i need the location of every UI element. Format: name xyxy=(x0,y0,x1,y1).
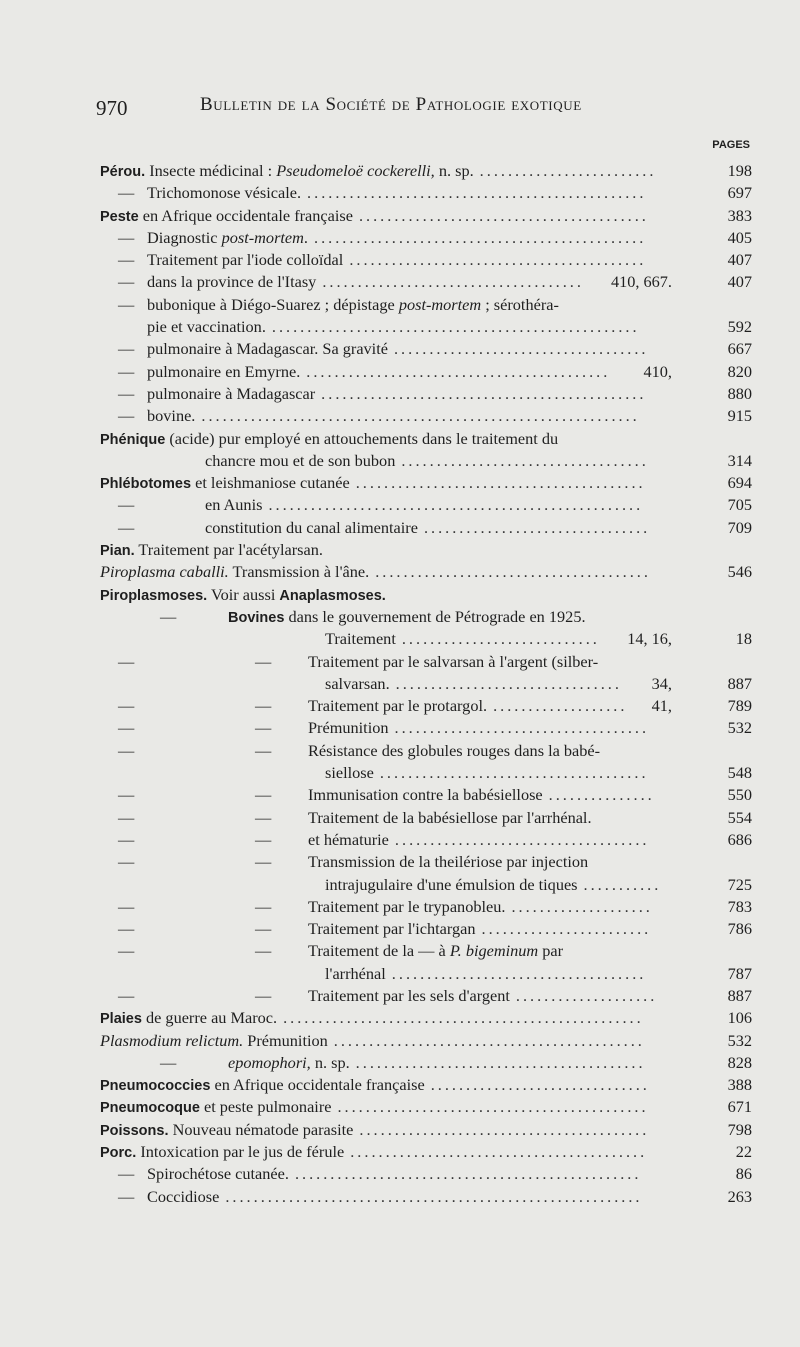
page-reference: 532 xyxy=(727,1030,752,1050)
index-entry xyxy=(0,1141,800,1163)
ditto-dash: — xyxy=(255,896,272,916)
entry-text xyxy=(325,673,390,695)
entry-text-part: Pseudomeloë cockerelli, xyxy=(276,161,435,180)
ditto-dash: — xyxy=(118,919,135,939)
entry-text-part: epomophori, xyxy=(228,1052,311,1072)
ditto-dash: — xyxy=(118,985,135,1005)
dot-leader: ............... xyxy=(548,785,655,805)
page-reference: 314 xyxy=(727,450,752,470)
additional-pages: 41, xyxy=(651,696,672,716)
entry-text xyxy=(205,517,418,539)
ditto-dash: — xyxy=(118,807,135,827)
entry-keyword: Anaplasmoses. xyxy=(279,587,386,604)
page-reference: 106 xyxy=(727,1008,752,1028)
index-entry xyxy=(0,294,800,316)
entry-text-part: post-mortem xyxy=(221,227,304,247)
dot-leader: .............................................................. xyxy=(201,406,640,426)
dot-leader: .................................... xyxy=(391,963,647,983)
entry-text xyxy=(100,1119,353,1142)
index-entry xyxy=(0,205,800,227)
entry-text-part: n. sp. xyxy=(434,161,474,180)
entry-keyword: Bovines xyxy=(228,609,285,626)
dot-leader: ................................ xyxy=(423,517,651,537)
index-entry xyxy=(0,807,800,829)
index-entries xyxy=(0,160,800,1208)
entry-text xyxy=(100,1096,331,1119)
index-entry xyxy=(0,383,800,405)
ditto-dash: — xyxy=(118,294,135,314)
entry-text-part: Voir aussi xyxy=(207,584,280,604)
ditto-dash: — xyxy=(255,985,272,1005)
dot-leader: .......................................... xyxy=(350,1142,648,1162)
dot-leader: .......................................... xyxy=(349,250,647,270)
index-entry xyxy=(0,271,800,293)
dot-leader: ................... xyxy=(493,696,628,716)
entry-text xyxy=(308,851,588,873)
dot-leader: .................... xyxy=(511,896,653,916)
entry-keyword: Poissons. xyxy=(100,1122,169,1139)
entry-text-part: Spirochétose cutanée. xyxy=(147,1164,289,1184)
entry-text-part: pulmonaire à Madagascar xyxy=(147,383,316,403)
ditto-dash: — xyxy=(255,829,272,849)
entry-text-part: Immunisation contre la babésiellose xyxy=(308,785,543,805)
dot-leader: ................................ xyxy=(395,673,622,693)
entry-text-part: intrajugulaire d'une émulsion de tiques xyxy=(325,874,578,894)
ditto-dash: — xyxy=(118,339,135,359)
index-entry xyxy=(0,539,800,561)
entry-text-part: par xyxy=(538,941,564,961)
ditto-dash: — xyxy=(118,740,135,760)
entry-text-part: Traitement par l'acétylarsan. xyxy=(134,540,323,560)
entry-text xyxy=(100,1141,344,1164)
entry-text-part: Diagnostic xyxy=(147,227,222,247)
entry-text xyxy=(325,874,578,896)
entry-text-part: salvarsan. xyxy=(325,673,390,693)
entry-text xyxy=(308,940,563,962)
entry-text xyxy=(100,160,474,183)
dot-leader: .................................................... xyxy=(271,317,640,337)
entry-text xyxy=(100,584,386,607)
entry-text xyxy=(147,271,316,293)
index-entry xyxy=(0,428,800,450)
dot-leader: ............................... xyxy=(430,1075,650,1095)
entry-text-part: post-mortem xyxy=(398,294,482,314)
entry-text-part: Traitement par l'iode colloïdal xyxy=(147,250,344,270)
ditto-dash: — xyxy=(118,517,135,537)
entry-text-part: Plasmodium relictum. xyxy=(100,1030,244,1050)
page-reference: 550 xyxy=(727,785,752,805)
entry-text xyxy=(147,294,559,316)
entry-text xyxy=(147,361,300,383)
dot-leader: .............................................. xyxy=(321,383,647,403)
ditto-dash: — xyxy=(255,696,272,716)
index-entry xyxy=(0,1007,800,1029)
ditto-dash: — xyxy=(118,1186,135,1206)
index-entry xyxy=(0,940,800,962)
index-entry xyxy=(0,628,800,650)
entry-text xyxy=(100,561,369,583)
entry-text-part: Nouveau nématode parasite xyxy=(168,1119,354,1139)
page-reference: 725 xyxy=(727,874,752,894)
entry-text-part: constitution du canal alimentaire xyxy=(205,517,418,537)
entry-text-part: en Afrique occidentale française xyxy=(210,1075,425,1095)
pages-column-label: PAGES xyxy=(712,139,750,151)
entry-text xyxy=(100,539,323,562)
dot-leader: .................................... xyxy=(393,339,649,359)
entry-text-part: P. bigeminum xyxy=(449,941,539,961)
entry-text xyxy=(100,1074,425,1097)
ditto-dash: — xyxy=(255,807,272,827)
page-reference: 686 xyxy=(727,829,752,849)
dot-leader: .................................... xyxy=(394,718,650,738)
ditto-dash: — xyxy=(118,227,135,247)
page-reference: 667 xyxy=(727,339,752,359)
index-entry xyxy=(0,517,800,539)
page-reference: 554 xyxy=(727,807,752,827)
dot-leader: ......................................... xyxy=(355,1052,646,1072)
entry-text xyxy=(147,227,308,249)
entry-keyword: Phlébotomes xyxy=(100,476,192,493)
index-entry xyxy=(0,316,800,338)
entry-text-part: siellose xyxy=(325,763,374,783)
ditto-dash: — xyxy=(160,606,177,626)
entry-text-part: en Aunis xyxy=(205,495,263,515)
index-entry xyxy=(0,494,800,516)
page-reference: 18 xyxy=(735,629,752,649)
entry-text-part: Traitement de la babésiellose par l'arrhénal. xyxy=(308,807,592,827)
page-reference: 694 xyxy=(727,473,752,493)
index-entry xyxy=(0,472,800,494)
ditto-dash: — xyxy=(160,1052,177,1072)
index-entry xyxy=(0,606,800,628)
entry-text-part: Traitement de la — à xyxy=(308,941,450,961)
entry-text xyxy=(308,918,476,940)
dot-leader: ................................................ xyxy=(307,183,647,203)
page-reference: 383 xyxy=(727,205,752,225)
ditto-dash: — xyxy=(118,829,135,849)
index-entry xyxy=(0,896,800,918)
entry-keyword: Pérou. xyxy=(100,164,146,180)
dot-leader: ........................ xyxy=(481,919,652,939)
index-entry xyxy=(0,405,800,427)
index-entry xyxy=(0,851,800,873)
page-reference: 548 xyxy=(727,763,752,783)
ditto-dash: — xyxy=(118,941,135,961)
index-entry xyxy=(0,1119,800,1141)
additional-pages: 410, 667. xyxy=(610,272,672,292)
page-reference: 86 xyxy=(735,1164,752,1184)
ditto-dash: — xyxy=(118,718,135,738)
page-reference: 887 xyxy=(727,985,752,1005)
entry-text-part: et leishmaniose cutanée xyxy=(191,473,350,493)
ditto-dash: — xyxy=(118,406,135,426)
index-entry xyxy=(0,584,800,606)
entry-text-part: Piroplasma caballi. xyxy=(100,562,229,582)
entry-text xyxy=(308,784,543,806)
index-entry xyxy=(0,784,800,806)
index-entry xyxy=(0,673,800,695)
entry-text-part: et peste pulmonaire xyxy=(199,1097,332,1117)
entry-text xyxy=(308,651,598,673)
entry-text-part: Transmission à l'âne. xyxy=(228,562,370,582)
ditto-dash: — xyxy=(118,696,135,716)
index-entry xyxy=(0,361,800,383)
ditto-dash: — xyxy=(255,941,272,961)
entry-text-part: bubonique à Diégo-Suarez ; dépistage xyxy=(147,294,399,314)
entry-text-part: Traitement par le trypanobleu. xyxy=(308,896,506,916)
dot-leader: ..................................................... xyxy=(268,495,644,515)
entry-text xyxy=(308,829,389,851)
entry-text xyxy=(147,1163,289,1185)
entry-keyword: Piroplasmoses. xyxy=(100,587,208,604)
page-reference: 828 xyxy=(727,1052,752,1072)
page-reference: 783 xyxy=(727,896,752,916)
ditto-dash: — xyxy=(118,383,135,403)
page-reference: 697 xyxy=(727,183,752,203)
index-entry xyxy=(0,227,800,249)
entry-text xyxy=(205,450,395,472)
ditto-dash: — xyxy=(255,785,272,805)
additional-pages: 34, xyxy=(651,673,672,693)
entry-keyword: Peste xyxy=(100,208,139,225)
dot-leader: .................................... xyxy=(394,829,650,849)
entry-text xyxy=(147,249,343,271)
index-entry xyxy=(0,1186,800,1208)
dot-leader: ........................................................... xyxy=(225,1186,643,1206)
entry-text xyxy=(147,405,195,427)
entry-text-part: bovine. xyxy=(147,406,196,426)
ditto-dash: — xyxy=(118,785,135,805)
ditto-dash: — xyxy=(255,651,272,671)
page-reference: 787 xyxy=(727,963,752,983)
entry-keyword: Porc. xyxy=(100,1145,137,1162)
index-entry xyxy=(0,918,800,940)
page-reference: 263 xyxy=(727,1186,752,1206)
entry-text xyxy=(308,740,600,762)
entry-text xyxy=(100,205,353,228)
entry-text-part: dans le gouvernement de Pétrograde en 1925. xyxy=(284,606,586,626)
entry-text-part: Trichomonose vésicale. xyxy=(147,183,302,203)
ditto-dash: — xyxy=(118,272,135,292)
dot-leader: ................................... xyxy=(401,450,649,470)
page-reference: 709 xyxy=(727,517,752,537)
page-reference: 405 xyxy=(727,227,752,247)
additional-pages: 410, xyxy=(643,361,672,381)
entry-text-part: Transmission de la theilériose par injection xyxy=(308,852,589,872)
index-entry xyxy=(0,160,800,182)
entry-text xyxy=(147,316,266,338)
index-entry xyxy=(0,985,800,1007)
page-reference: 407 xyxy=(727,272,752,292)
entry-text-part: Coccidiose xyxy=(147,1186,220,1206)
page-reference: 407 xyxy=(727,250,752,270)
index-entry xyxy=(0,963,800,985)
ditto-dash: — xyxy=(118,896,135,916)
entry-text xyxy=(147,338,388,360)
dot-leader: ......................... xyxy=(479,161,657,180)
ditto-dash: — xyxy=(255,852,272,872)
entry-text-part: Traitement par les sels d'argent xyxy=(308,985,510,1005)
index-entry xyxy=(0,762,800,784)
entry-text xyxy=(228,1052,350,1074)
dot-leader: ................................................. xyxy=(294,1164,642,1184)
dot-leader: ....................................... xyxy=(375,562,651,582)
entry-text xyxy=(100,1030,328,1052)
entry-text xyxy=(308,717,389,739)
page-reference: 887 xyxy=(727,673,752,693)
entry-keyword: Pneumocoque xyxy=(100,1100,200,1117)
entry-keyword: Pneumococcies xyxy=(100,1078,211,1095)
entry-text-part: (acide) pur employé en attouchements dans le traitement du xyxy=(165,428,559,448)
entry-text xyxy=(308,695,487,717)
dot-leader: ......................................... xyxy=(355,473,646,493)
page-number: 970 xyxy=(96,96,128,120)
dot-leader: ................................................... xyxy=(283,1008,644,1028)
entry-text-part: Insecte médicinal : xyxy=(145,161,277,180)
entry-text-part: pulmonaire à Madagascar. Sa gravité xyxy=(147,339,388,359)
dot-leader: ............................ xyxy=(401,629,600,649)
index-entry xyxy=(0,561,800,583)
entry-text-part: en Afrique occidentale française xyxy=(138,205,353,225)
dot-leader: ............................................ xyxy=(333,1030,645,1050)
entry-text xyxy=(228,606,586,629)
entry-text-part: Traitement par le salvarsan à l'argent (silber- xyxy=(308,651,599,671)
index-entry xyxy=(0,1163,800,1185)
page-reference: 786 xyxy=(727,919,752,939)
page-reference: 915 xyxy=(727,406,752,426)
index-entry xyxy=(0,651,800,673)
entry-text-part: Traitement par le protargol. xyxy=(308,696,488,716)
page-reference: 198 xyxy=(727,161,752,180)
index-entry xyxy=(0,338,800,360)
ditto-dash: — xyxy=(118,250,135,270)
page-reference: 22 xyxy=(735,1142,752,1162)
entry-text-part: Résistance des globules rouges dans la babé- xyxy=(308,740,601,760)
index-entry xyxy=(0,829,800,851)
entry-text xyxy=(100,1007,277,1030)
entry-text xyxy=(147,383,315,405)
index-entry xyxy=(0,717,800,739)
page-reference: 671 xyxy=(727,1097,752,1117)
entry-text-part: Prémunition xyxy=(243,1030,328,1050)
page-reference: 820 xyxy=(727,361,752,381)
ditto-dash: — xyxy=(118,361,135,381)
entry-text xyxy=(308,807,592,829)
page-reference: 798 xyxy=(727,1119,752,1139)
entry-text-part: Traitement xyxy=(325,629,396,649)
entry-text xyxy=(100,472,350,495)
index-entry xyxy=(0,695,800,717)
entry-text xyxy=(325,628,396,650)
page-reference: 705 xyxy=(727,495,752,515)
page-reference: 546 xyxy=(727,562,752,582)
page-reference: 388 xyxy=(727,1075,752,1095)
page-reference: 789 xyxy=(727,696,752,716)
index-entry xyxy=(0,1052,800,1074)
additional-pages: 14, 16, xyxy=(627,629,672,649)
dot-leader: ............................................ xyxy=(337,1097,649,1117)
entry-text-part: de guerre au Maroc. xyxy=(141,1008,278,1028)
dot-leader: ............................................... xyxy=(314,227,647,247)
entry-text-part: n. sp. xyxy=(310,1052,350,1072)
dot-leader: ......................................... xyxy=(359,1119,650,1139)
index-entry xyxy=(0,1096,800,1118)
entry-text xyxy=(147,182,301,204)
ditto-dash: — xyxy=(118,495,135,515)
entry-text-part: Traitement par l'ichtargan xyxy=(308,919,476,939)
entry-text-part: l'arrhénal xyxy=(325,963,386,983)
entry-text xyxy=(147,1186,219,1208)
ditto-dash: — xyxy=(118,852,135,872)
index-entry xyxy=(0,249,800,271)
index-entry xyxy=(0,182,800,204)
entry-text-part: pie et vaccination. xyxy=(147,317,266,337)
entry-keyword: Pian. xyxy=(100,543,135,560)
page-reference: 592 xyxy=(727,317,752,337)
entry-text-part: Intoxication par le jus de férule xyxy=(136,1142,345,1162)
entry-keyword: Phénique xyxy=(100,431,166,448)
index-entry xyxy=(0,740,800,762)
entry-text xyxy=(205,494,262,516)
entry-text xyxy=(308,985,510,1007)
index-entry xyxy=(0,1074,800,1096)
dot-leader: .................... xyxy=(515,985,658,1005)
ditto-dash: — xyxy=(118,651,135,671)
dot-leader: ........... xyxy=(583,874,662,894)
index-entry xyxy=(0,1030,800,1052)
entry-keyword: Plaies xyxy=(100,1011,142,1028)
entry-text xyxy=(308,896,505,918)
entry-text-part: pulmonaire en Emyrne. xyxy=(147,361,301,381)
page-reference: 880 xyxy=(727,383,752,403)
ditto-dash: — xyxy=(255,740,272,760)
entry-text-part: et hématurie xyxy=(308,829,389,849)
entry-text xyxy=(325,762,374,784)
entry-text-part: . xyxy=(303,227,308,247)
ditto-dash: — xyxy=(118,183,135,203)
dot-leader: ...................................... xyxy=(379,763,649,783)
ditto-dash: — xyxy=(255,718,272,738)
entry-text-part: ; sérothéra- xyxy=(481,294,559,314)
entry-text-part: Prémunition xyxy=(308,718,389,738)
index-entry xyxy=(0,874,800,896)
index-entry xyxy=(0,450,800,472)
page-reference: 532 xyxy=(727,718,752,738)
entry-text-part: dans la province de l'Itasy xyxy=(147,272,317,292)
entry-text xyxy=(100,428,558,451)
ditto-dash: — xyxy=(118,1164,135,1184)
entry-text-part: chancre mou et de son bubon xyxy=(205,450,396,470)
entry-text xyxy=(325,963,386,985)
dot-leader: ..................................... xyxy=(322,272,584,292)
ditto-dash: — xyxy=(255,919,272,939)
running-title: Bulletin de la Société de Pathologie exotique xyxy=(200,94,582,115)
dot-leader: ......................................... xyxy=(358,205,649,225)
dot-leader: ........................................... xyxy=(306,361,611,381)
